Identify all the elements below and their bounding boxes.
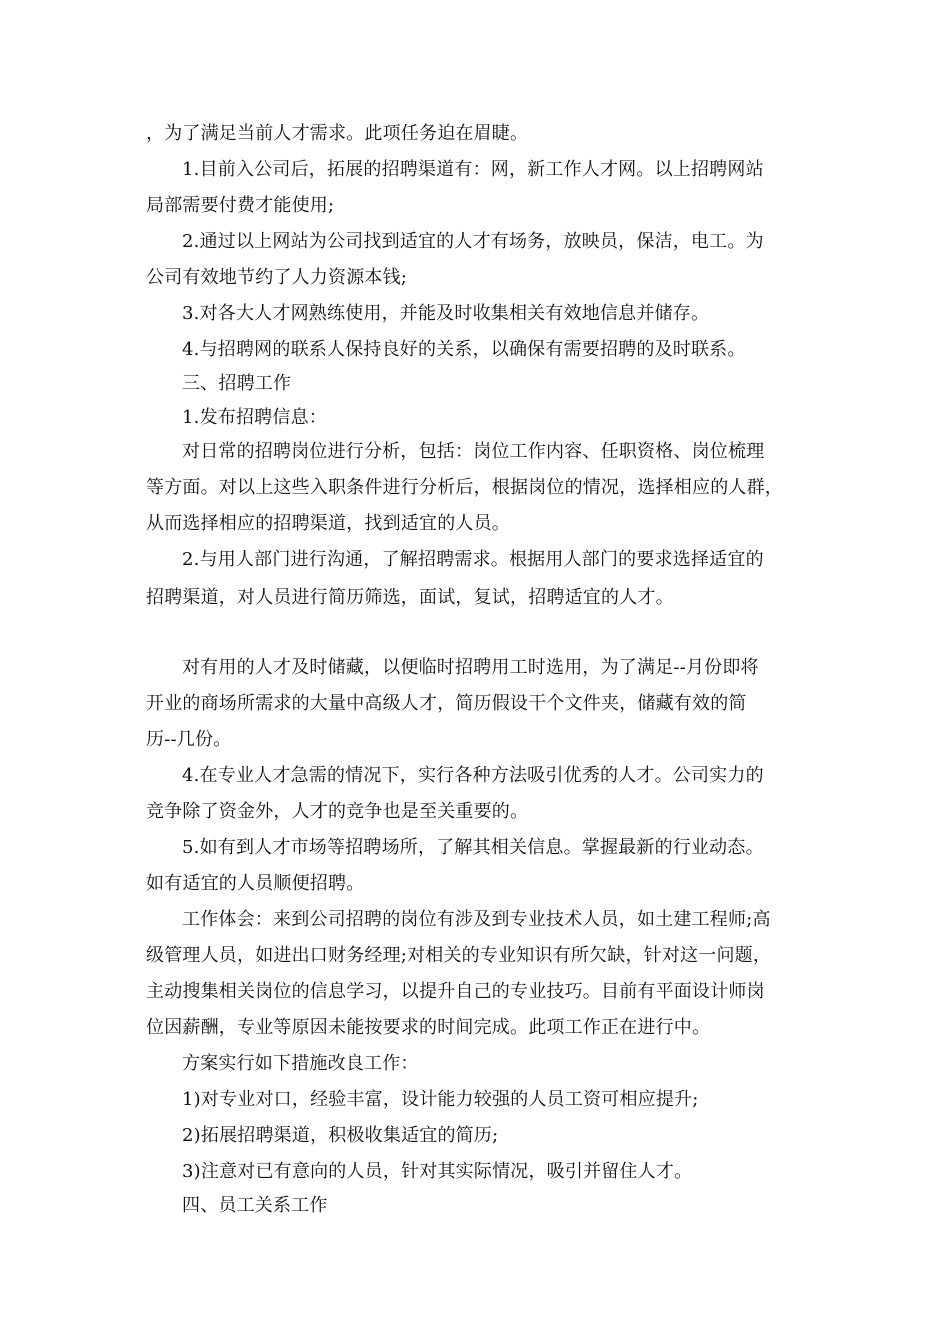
text-line: 位因薪酬，专业等原因未能按要求的时间完成。此项工作正在进行中。 xyxy=(146,1017,711,1038)
text-line: 2.通过以上网站为公司找到适宜的人才有场务，放映员，保洁，电工。为 xyxy=(182,231,764,252)
text-line: 从而选择相应的招聘渠道，找到适宜的人员。 xyxy=(146,513,510,534)
text-line: 3.对各大人才网熟练使用，并能及时收集相关有效地信息并储存。 xyxy=(182,303,710,324)
text-line: 4.与招聘网的联系人保持良好的关系，以确保有需要招聘的及时联系。 xyxy=(182,339,746,360)
text-line: 开业的商场所需求的大量中高级人才，简历假设干个文件夹，储藏有效的简 xyxy=(146,693,747,714)
text-line: 竞争除了资金外，人才的竞争也是至关重要的。 xyxy=(146,801,529,822)
text-line: 招聘渠道，对人员进行简历筛选，面试，复试，招聘适宜的人才。 xyxy=(146,587,674,608)
list-item: 3)注意对已有意向的人员，针对其实际情况，吸引并留住人才。 xyxy=(182,1161,693,1182)
section-heading: 四、员工关系工作 xyxy=(182,1195,328,1216)
list-item: 2)拓展招聘渠道，积极收集适宜的简历; xyxy=(182,1125,499,1146)
text-line: 局部需要付费才能使用; xyxy=(146,195,335,216)
text-line: 级管理人员，如进出口财务经理;对相关的专业知识有所欠缺，针对这一问题， xyxy=(146,945,772,966)
text-line: 对日常的招聘岗位进行分析，包括：岗位工作内容、任职资格、岗位梳理 xyxy=(182,441,765,462)
text-line: 公司有效地节约了人力资源本钱; xyxy=(146,267,408,288)
text-line: 工作体会：来到公司招聘的岗位有涉及到专业技术人员，如土建工程师;高 xyxy=(182,909,771,930)
text-line: 主动搜集相关岗位的信息学习，以提升自己的专业技巧。目前有平面设计师岗 xyxy=(146,981,765,1002)
text-line: 1.目前入公司后，拓展的招聘渠道有：网，新工作人才网。以上招聘网站 xyxy=(182,159,764,180)
text-line: 对有用的人才及时储藏，以便临时招聘用工时选用，为了满足--月份即将 xyxy=(182,657,759,678)
text-line: 方案实行如下措施改良工作： xyxy=(182,1053,419,1074)
text-line: 2.与用人部门进行沟通，了解招聘需求。根据用人部门的要求选择适宜的 xyxy=(182,549,764,570)
text-line: 如有适宜的人员顺便招聘。 xyxy=(146,873,365,894)
text-line: 1.发布招聘信息： xyxy=(182,407,327,428)
text-line: ，为了满足当前人才需求。此项任务迫在眉睫。 xyxy=(146,123,529,144)
list-item: 1)对专业对口，经验丰富，设计能力较强的人员工资可相应提升; xyxy=(182,1089,699,1110)
text-line: 历--几份。 xyxy=(146,729,232,750)
text-line: 等方面。对以上这些入职条件进行分析后，根据岗位的情况，选择相应的人群， xyxy=(146,477,783,498)
section-heading: 三、招聘工作 xyxy=(182,373,292,394)
text-line: 5.如有到人才市场等招聘场所，了解其相关信息。掌握最新的行业动态。 xyxy=(182,837,764,858)
text-line: 4.在专业人才急需的情况下，实行各种方法吸引优秀的人才。公司实力的 xyxy=(182,765,764,786)
